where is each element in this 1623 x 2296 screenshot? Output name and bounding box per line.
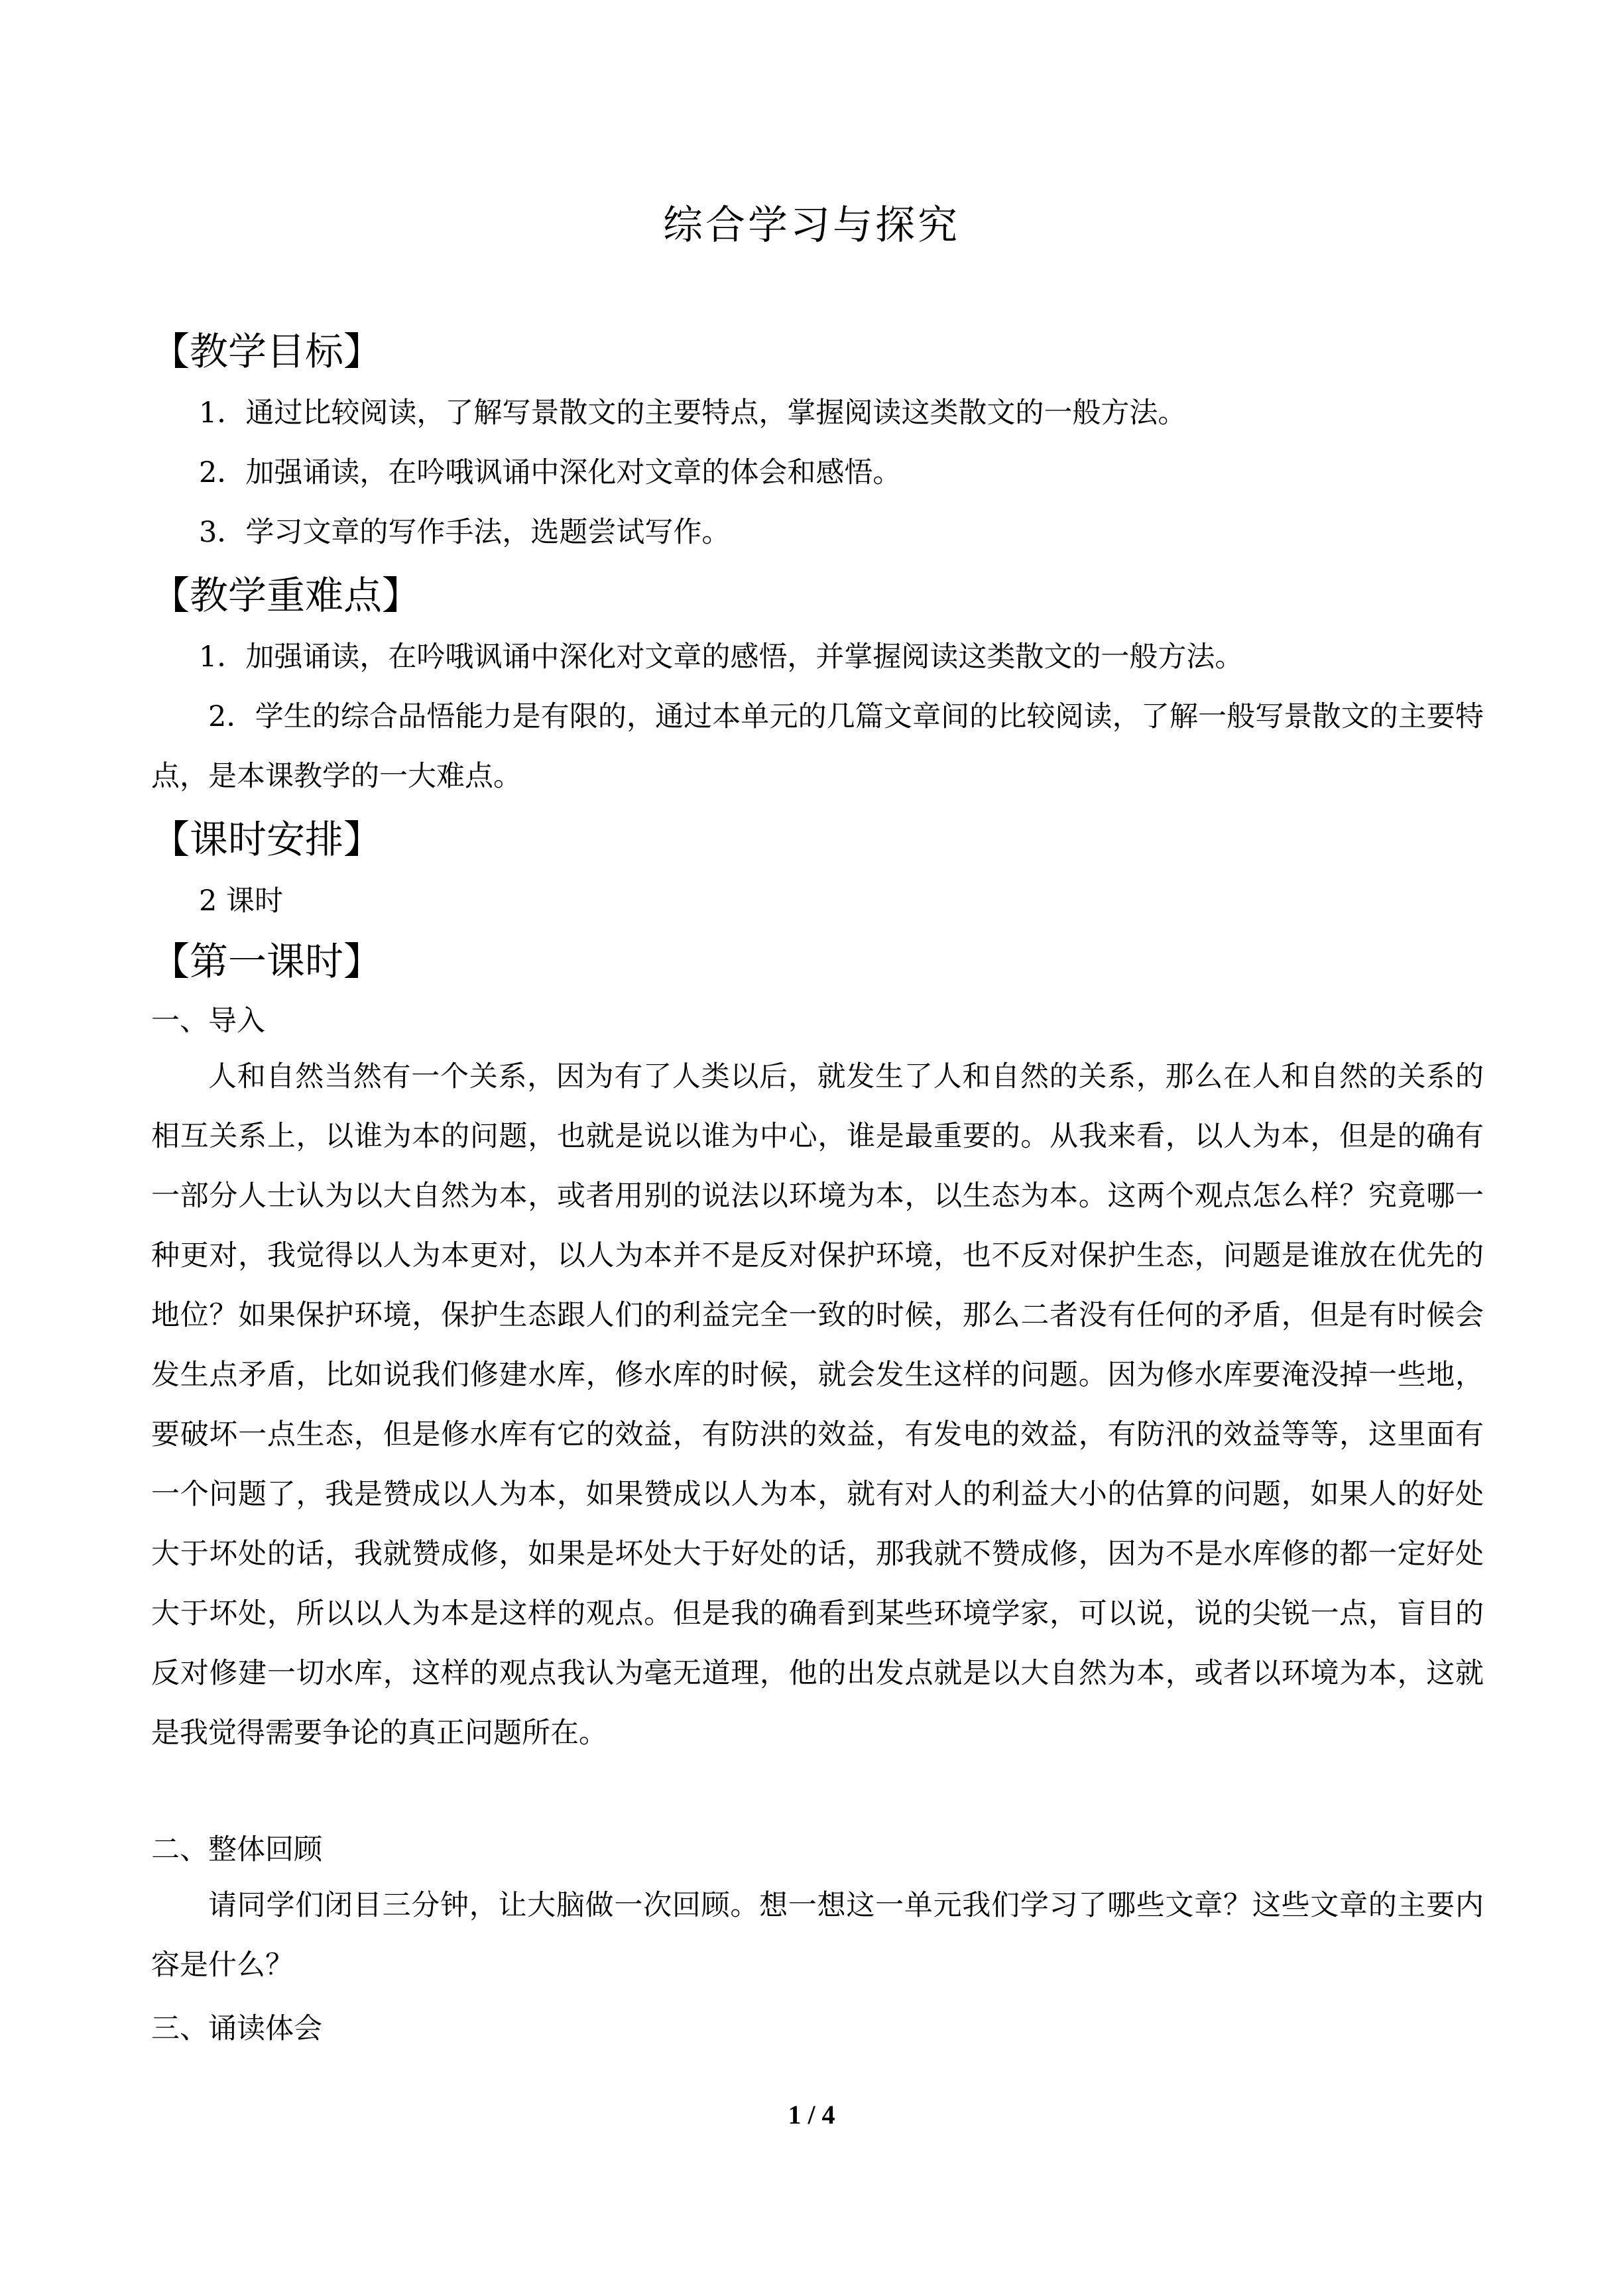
- key-point-item-1: 1．加强诵读，在吟哦讽诵中深化对文章的感悟，并掌握阅读这类散文的一般方法。: [199, 640, 1244, 674]
- key-point-item-2: 2．学生的综合品悟能力是有限的，通过本单元的几篇文章间的比较阅读，了解一般写景散文的主要特点，是本课教学的一大难点。: [151, 700, 1484, 793]
- page-number: 1 / 4: [788, 2100, 835, 2130]
- review-heading: 二、整体回顾: [151, 1833, 322, 1866]
- review-paragraph: 请同学们闭目三分钟，让大脑做一次回顾。想一想这一单元我们学习了哪些文章？这些文章的主要内容是什么？: [151, 1889, 1484, 1982]
- heading-key-points: 【教学重难点】: [151, 573, 421, 618]
- heading-objectives: 【教学目标】: [151, 329, 383, 374]
- objective-item-1: 1．通过比较阅读，了解写景散文的主要特点，掌握阅读这类散文的一般方法。: [199, 396, 1187, 430]
- intro-paragraph: 人和自然当然有一个关系，因为有了人类以后，就发生了人和自然的关系，那么在人和自然的关系的相互关系上，以谁为本的问题，也就是说以谁为中心，谁是最重要的。从我来看，以人为本，但是的确有一部分人士认为以大自然为本，或者用别的说法以环境为本，以生态为本。这两个观点怎么样？究竟哪一种更对，我觉得以人为本更对，以人为本并不是反对保护环境，也不反对保护生态，问题是谁放在优先的地位？如果保护环境，保护生态跟人们的利益完全一致的时候，那么二者没有任何的矛盾，但是有时候会发生点矛盾，比如说我们修建水库，修水库的时候，就会发生这样的问题。因为修水库要淹没掉一些地，要破坏一点生态，但是修水库有它的效益，有防洪的效益，有发电的效益，有防汛的效益等等，这里面有一个问题了，我是赞成以人为本，如果赞成以人为本，就有对人的利益大小的估算的问题，如果人的好处大于坏处的话，我就赞成修，如果是坏处大于好处的话，那我就不赞成修，因为不是水库修的都一定好处大于坏处，所以以人为本是这样的观点。但是我的确看到某些环境学家，可以说，说的尖锐一点，盲目的反对修建一切水库，这样的观点我认为毫无道理，他的出发点就是以大自然为本，或者以环境为本，这就是我觉得需要争论的真正问题所在。: [151, 1060, 1484, 1750]
- intro-heading: 一、导入: [151, 1004, 265, 1038]
- document-title: 综合学习与探究: [663, 202, 960, 249]
- recite-heading: 三、诵读体会: [151, 2012, 322, 2045]
- schedule-text: 2 课时: [199, 884, 284, 918]
- objective-item-2: 2．加强诵读，在吟哦讽诵中深化对文章的体会和感悟。: [199, 456, 902, 489]
- heading-lesson-one: 【第一课时】: [151, 939, 383, 984]
- objective-item-3: 3．学习文章的写作手法，选题尝试写作。: [199, 516, 731, 549]
- heading-schedule: 【课时安排】: [151, 817, 383, 862]
